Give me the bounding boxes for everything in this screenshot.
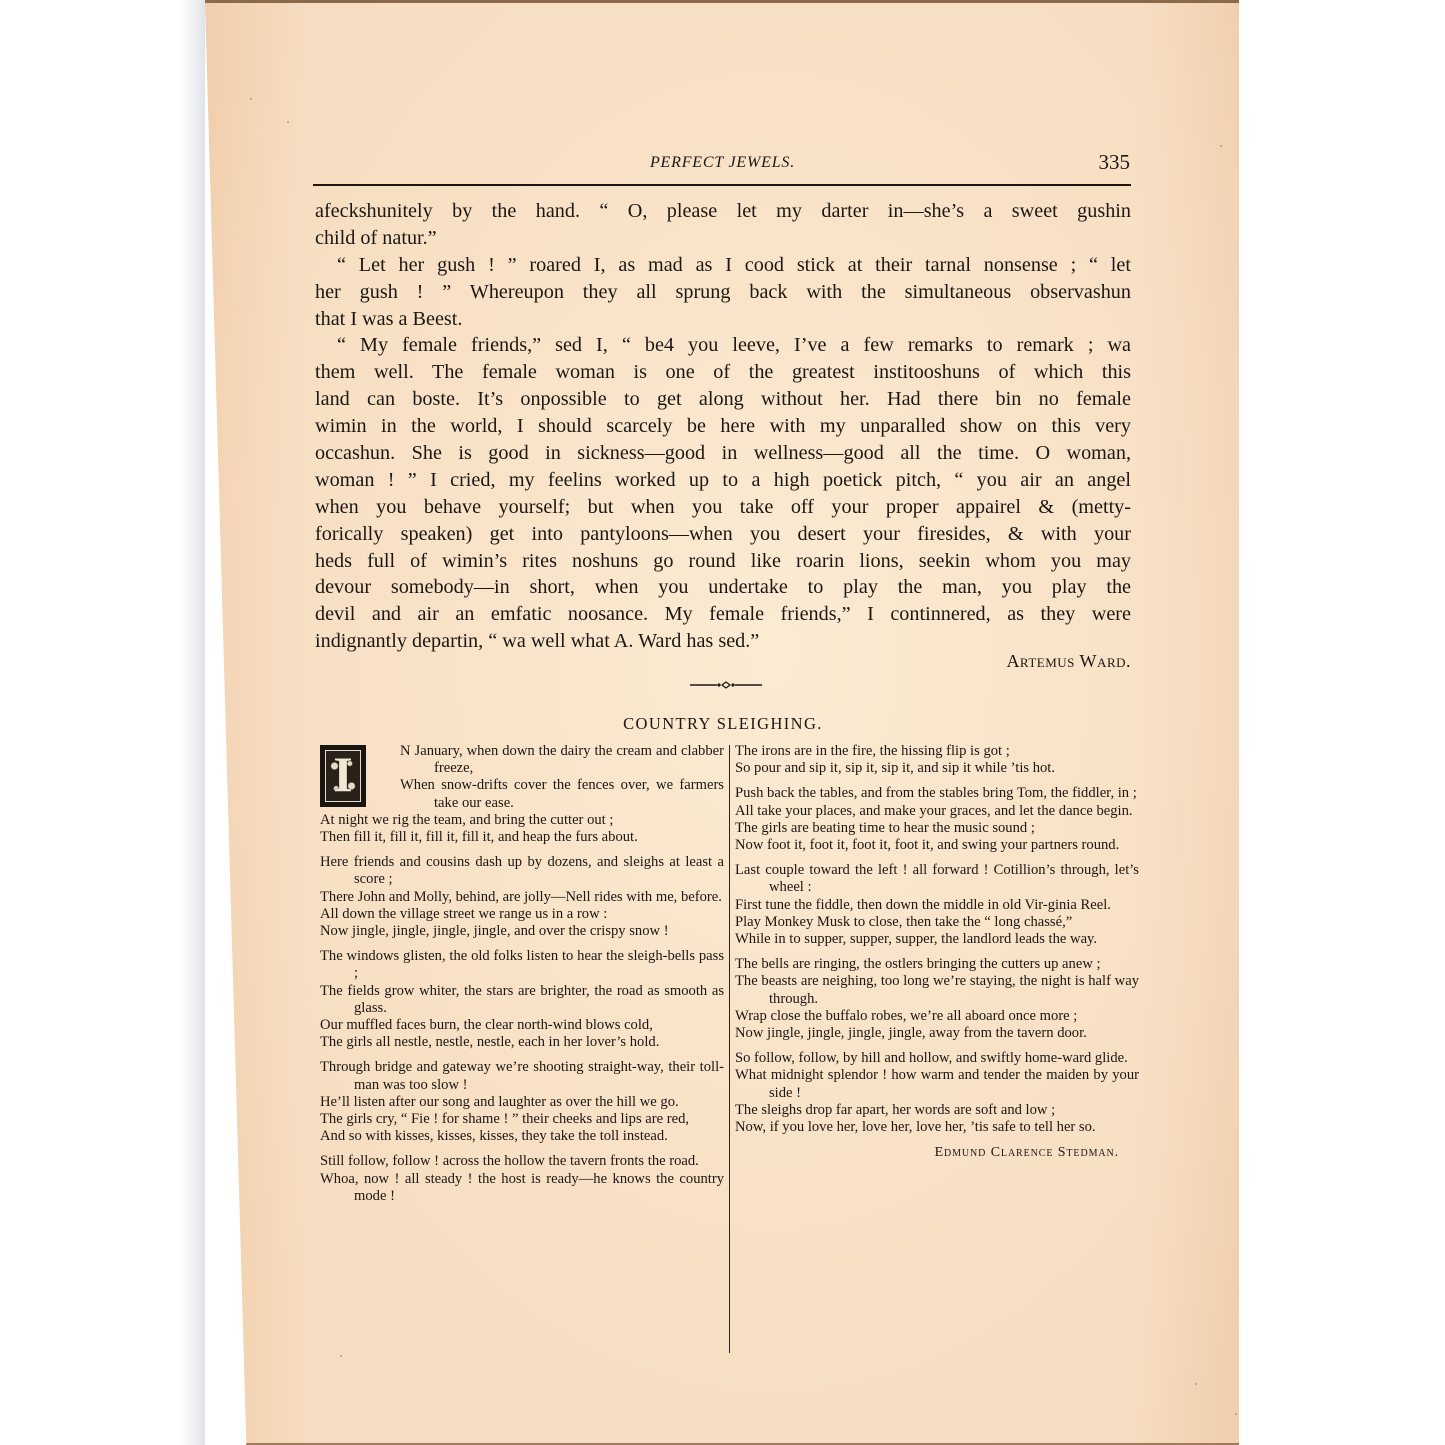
prose-line: indignantly departin, “ wa well what A. Ward has sed.” <box>315 630 760 653</box>
verse-line: Play Monkey Musk to close, then take the “ long chassé,” <box>735 913 1073 930</box>
prose-line: child of natur.” <box>315 226 437 249</box>
prose-line: that I was a Beest. <box>315 307 463 330</box>
prose-line: “ Let her gush ! ” roared I, as mad as I cood stick at their tarnal nonsense ; “ let <box>337 253 1131 276</box>
prose-passage <box>315 198 1131 671</box>
stanza <box>735 862 1139 948</box>
paper-speck <box>287 121 289 123</box>
verse-line: Whoa, now ! all steady ! the host is ready—he knows the country mode ! <box>320 1170 724 1204</box>
verse-line: The windows glisten, the old folks listen to hear the sleigh-bells pass ; <box>320 948 724 982</box>
paper-speck <box>1195 1383 1197 1385</box>
prose-line: land can boste. It’s onpossible to get along without her. Had there bin no female <box>315 388 1131 411</box>
stanza <box>320 948 724 1051</box>
verse-line: While in to supper, supper, supper, the landlord leads the way. <box>735 931 1098 948</box>
author-signature-stedman: Edmund Clarence Stedman. <box>934 1145 1119 1161</box>
verse-line: The irons are in the fire, the hissing flip is got ; <box>735 743 1010 759</box>
verse-line: The beasts are neighing, too long we’re staying, the night is half way through. <box>735 973 1139 1007</box>
stanza <box>320 1059 724 1145</box>
stanza <box>320 854 724 940</box>
paper-speck <box>340 1355 342 1357</box>
running-head <box>315 150 1130 180</box>
header-rule <box>313 184 1131 186</box>
stanza <box>320 1153 724 1205</box>
verse-line: At night we rig the team, and bring the cutter out ; <box>320 811 614 828</box>
prose-line: “ My female friends,” sed I, “ be4 you leeve, I’ve a few remarks to remark ; wa <box>337 334 1131 357</box>
prose-line: forically speaken) get into pantyloons—when you desert your firesides, & with your <box>315 522 1131 545</box>
verse-line: All down the village street we range us in a row : <box>320 905 608 922</box>
verse-line: And so with kisses, kisses, kisses, they take the toll instead. <box>320 1128 668 1145</box>
decorated-dropcap-icon <box>320 745 366 807</box>
poem-column-left <box>320 743 724 1213</box>
prose-line: wimin in the world, I should scarcely be here with my unparalled show on this very <box>315 415 1131 438</box>
prose-line: heds full of wimin’s rites noshuns go round like roarin lions, seekin whom you may <box>315 549 1131 572</box>
verse-line: Through bridge and gateway we’re shooting straight-way, their toll-man was too slow ! <box>320 1059 724 1093</box>
verse-line: Push back the tables, and from the stables bring Tom, the fiddler, in ; <box>735 785 1137 802</box>
verse-line: Last couple toward the left ! all forward ! Cotillion’s through, let’s wheel : <box>735 862 1139 896</box>
prose-lines <box>315 198 1131 655</box>
verse-line: So follow, follow, by hill and hollow, and swiftly home-ward glide. <box>735 1050 1128 1067</box>
dropcap-letter: I <box>333 746 353 802</box>
verse-line: N January, when down the dairy the cream and clabber freeze, <box>400 743 724 777</box>
right-stanzas <box>735 743 1139 1136</box>
paper-speck <box>1235 1413 1237 1415</box>
page-number: 335 <box>1098 150 1130 174</box>
prose-line: them well. The female woman is one of the greatest institooshuns of which this <box>315 361 1131 384</box>
verse-line: The bells are ringing, the ostlers bringing the cutters up anew ; <box>735 956 1101 973</box>
stanza <box>735 785 1139 854</box>
prose-line: devour somebody—in short, when you undertake to play the man, you play the <box>315 576 1131 599</box>
poem-column-right <box>735 743 1139 1161</box>
prose-line: occashun. She is good in sickness—good in wellness—good all the time. O woman, <box>315 442 1131 465</box>
paper-speck <box>250 98 252 100</box>
verse-line: All take your places, and make your graces, and let the dance begin. <box>735 802 1133 819</box>
column-divider <box>729 745 730 1353</box>
verse-line: The sleighs drop far apart, her words are soft and low ; <box>735 1101 1056 1118</box>
prose-line: woman ! ” I cried, my feelins worked up to a high poetick pitch, “ you air an angel <box>315 468 1131 491</box>
verse-line: He’ll listen after our song and laughter as over the hill we go. <box>320 1093 679 1110</box>
verse-line: Still follow, follow ! across the hollow the tavern fronts the road. <box>320 1153 699 1170</box>
verse-line: The fields grow whiter, the stars are brighter, the road as smooth as glass. <box>320 982 724 1016</box>
stanza <box>735 956 1139 1042</box>
prose-line: devil and air an emfatic noosance. My female friends,” I continnered, as they were <box>315 603 1131 626</box>
verse-line: The girls are beating time to hear the music sound ; <box>735 819 1035 836</box>
verse-line: Wrap close the buffalo robes, we’re all aboard once more ; <box>735 1007 1078 1024</box>
verse-line: There John and Molly, behind, are jolly—Nell rides with me, before. <box>320 888 722 905</box>
stanza <box>320 743 724 846</box>
prose-line: when you behave yourself; but when you take off your proper appairel & (metty- <box>315 495 1131 518</box>
verse-line: Now, if you love her, love her, love her, ’tis safe to tell her so. <box>735 1119 1096 1136</box>
scan-background <box>180 0 205 1445</box>
verse-line: Now jingle, jingle, jingle, jingle, and over the crispy snow ! <box>320 923 669 940</box>
verse-line: Now jingle, jingle, jingle, jingle, away from the tavern door. <box>735 1025 1087 1042</box>
verse-line: First tune the fiddle, then down the middle in old Vir-ginia Reel. <box>735 896 1111 913</box>
stanza <box>735 1050 1139 1136</box>
left-stanzas <box>320 743 724 1205</box>
verse-line: Then fill it, fill it, fill it, fill it, and heap the furs about. <box>320 829 638 846</box>
prose-line: afeckshunitely by the hand. “ O, please let my darter in—she’s a sweet gushin <box>315 200 1131 222</box>
paper-speck <box>1220 145 1222 147</box>
verse-line: So pour and sip it, sip it, sip it, and sip it while ’tis hot. <box>735 760 1055 777</box>
verse-line: When snow-drifts cover the fences over, we farmers take our ease. <box>400 777 724 811</box>
prose-line: her gush ! ” Whereupon they all sprung back with the simultaneous observashun <box>315 280 1131 303</box>
verse-line: The girls all nestle, nestle, nestle, each in her lover’s hold. <box>320 1034 660 1051</box>
verse-line: Our muffled faces burn, the clear north-wind blows cold, <box>320 1017 653 1034</box>
verse-line: Here friends and cousins dash up by dozens, and sleighs at least a score ; <box>320 854 724 888</box>
running-title: PERFECT JEWELS. <box>649 154 796 171</box>
verse-line: What midnight splendor ! how warm and tender the maiden by your side ! <box>735 1067 1139 1101</box>
poem-title: COUNTRY SLEIGHING. <box>623 714 823 733</box>
verse-line: Now foot it, foot it, foot it, foot it, and swing your partners round. <box>735 837 1120 854</box>
author-signature-artemus-ward: Artemus Ward. <box>1006 651 1131 671</box>
section-divider-ornament <box>690 680 762 690</box>
verse-line: The girls cry, “ Fie ! for shame ! ” their cheeks and lips are red, <box>320 1111 690 1128</box>
stanza <box>735 743 1139 777</box>
